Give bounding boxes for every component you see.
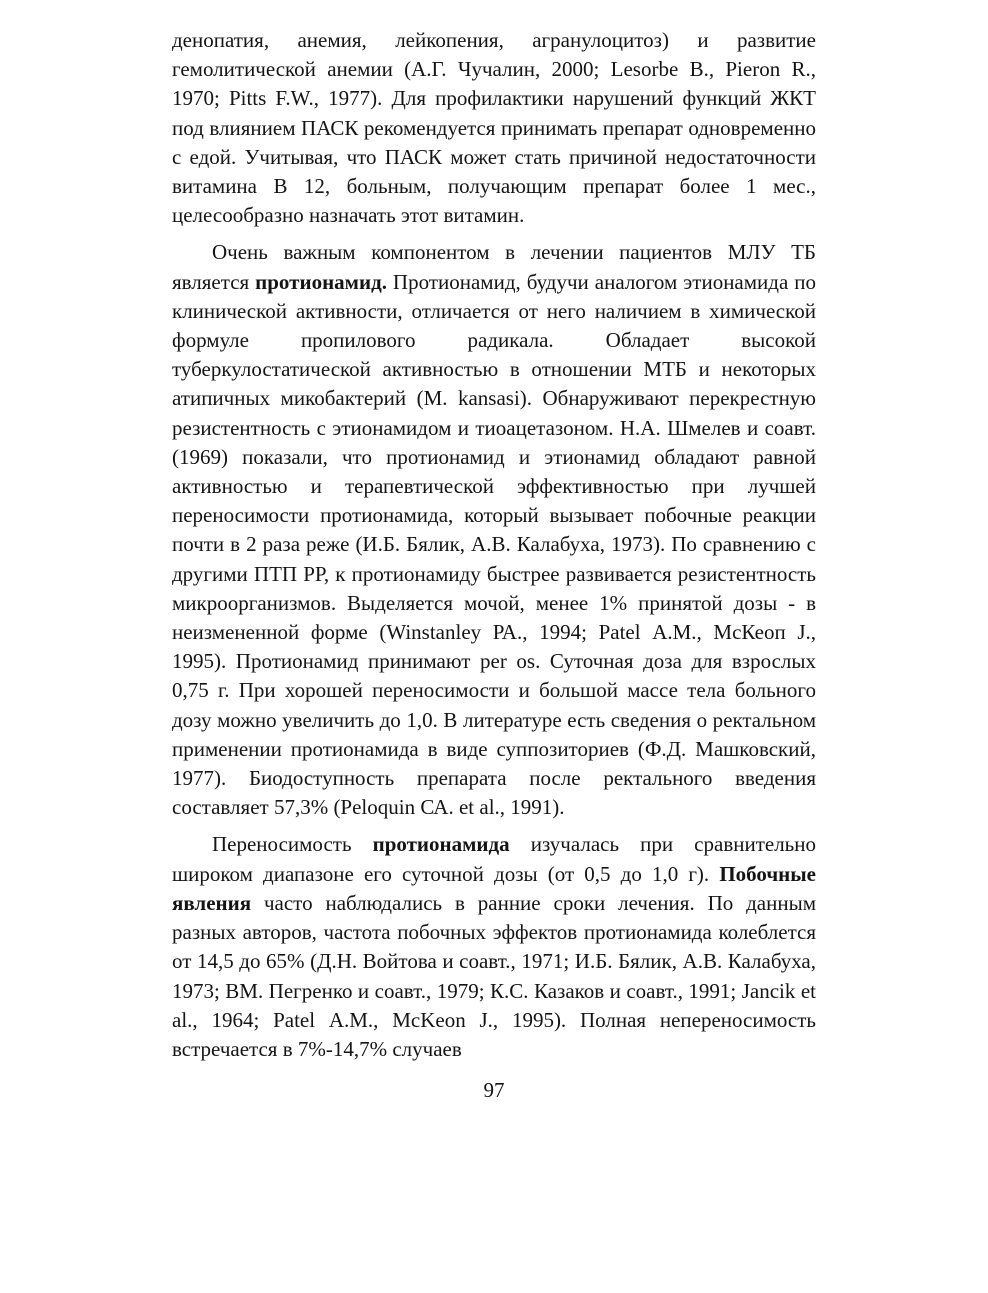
paragraph-3-bold-term: протионамида [372,832,510,857]
page-body [172,26,816,1064]
paragraph-1-text: денопатия, анемия, лейкопения, агранулоцитоз) и развитие гемолитической анемии (А.Г. Чучалин, 2000; Lesorbe В., Pieron R., 1970; Pitts F.W., 1977). Для профилактики нарушений функций ЖКТ под влиянием ПАСК рекомендуется принимать препарат одновременно с едой. Учитывая, что ПАСК может стать причиной недостаточности витамина В 12, больным, получающим препарат более 1 мес., целесообразно назначать этот витамин. [172,28,816,228]
paragraph-2-text-a: Очень важным компонентом в лечении пациентов МЛУ ТБ является [172,240,816,294]
paragraph-2 [172,238,816,822]
page-number: 97 [483,1078,505,1102]
paragraph-2-bold-term: протионамид. [255,269,387,294]
paragraph-3 [172,830,816,1064]
paragraph-2-text-b: Протионамид, будучи аналогом этионамида по клинической активности, отличается от него наличием в химической формуле пропилового радикала. Обладает высокой туберкулостатической активностью в отношении МТБ и некоторых атипичных микобактерий (М. kansasi). Обнаруживают перекрестную резистентность с этионамидом и тиоацетазоном. Н.А. Шмелев и соавт. (1969) показали, что протионамид и этионамид обладают равной активностью и терапевтической эффективностью при лучшей переносимости протионамида, который вызывает побочные реакции почти в 2 раза реже (И.Б. Бялик, А.В. Калабуха, 1973). По сравнению с другими ПТП РР, к протионамиду быстрее развивается резистентность микроорганизмов. Выделяется мочой, менее 1% принятой дозы - в неизмененной форме (Winstanley РА., 1994; Patel А.М., МсКеоп J., 1995). Протионамид принимают per os. Суточная доза для взрослых 0,75 г. При хорошей переносимости и большой массе тела больного дозу можно увеличить до 1,0. В литературе есть сведения о ректальном применении протионамида в виде суппозиториев (Ф.Д. Машковский, 1977). Биодоступность препарата после ректального введения составляет 57,3% (Peloquin СА. et al., 1991). [172,269,817,820]
paragraph-3-text-b: изучалась при сравнительно широком диапазоне его суточной дозы (от 0,5 до 1,0 г). [172,832,817,886]
paragraph-3-text-c: часто наблюдались в ранние сроки лечения. По данным разных авторов, частота побочных эффектов протионамида колеблется от 14,5 до 65% (Д.Н. Войтова и соавт., 1971; И.Б. Бялик, А.В. Калабуха, 1973; ВМ. Пегренко и соавт., 1979; К.С. Казаков и соавт., 1991; Jancik et al., 1964; Patel А.М., McKeon J., 1995). Полная непереносимость встречается в 7%-14,7% случаев [172,890,816,1061]
paragraph-3-bold-heading: Побочные явления [172,861,816,915]
paragraph-1 [172,26,816,230]
paragraph-3-text-a: Переносимость [212,832,373,857]
